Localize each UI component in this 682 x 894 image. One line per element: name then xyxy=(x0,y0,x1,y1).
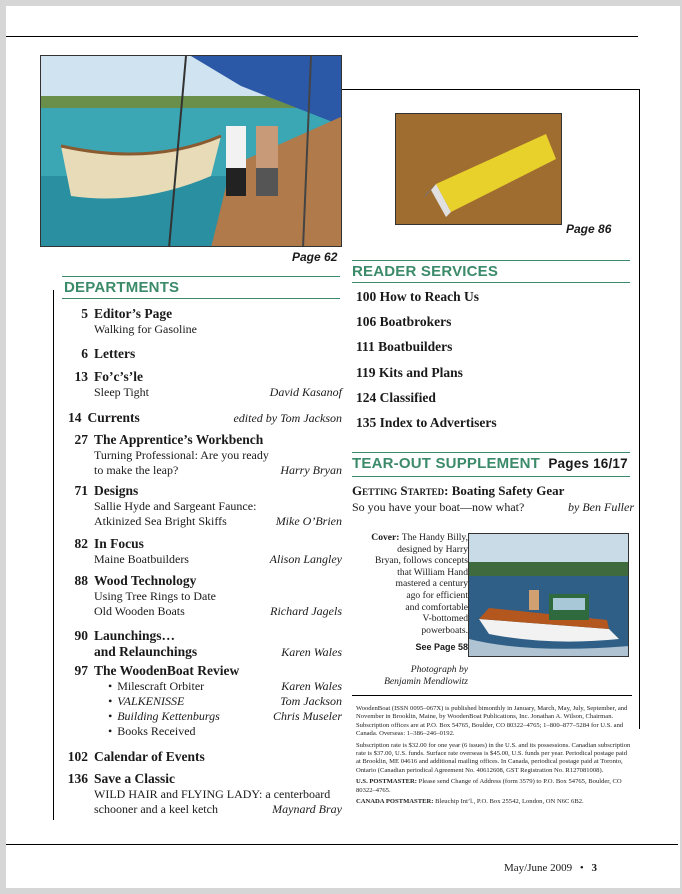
dept-editors-page[interactable] xyxy=(68,306,342,337)
reader-service-kits-and-plans[interactable] xyxy=(356,365,463,381)
top-rule xyxy=(6,36,638,37)
cover-caption xyxy=(342,532,468,687)
rs-title: How to Reach Us xyxy=(379,289,479,304)
dept-currents[interactable] xyxy=(68,409,342,427)
dept-title: The WoodenBoat Review xyxy=(94,663,240,678)
dept-author: Mike O’Brien xyxy=(275,514,342,528)
cover-line: V-bottomed xyxy=(422,613,468,625)
footer-issue: May/June 2009 xyxy=(504,862,573,874)
rs-num: 124 xyxy=(356,390,377,405)
review-item: • Building Kettenburgs xyxy=(108,709,220,724)
dept-title: Launchings… xyxy=(94,628,176,643)
footer-page-number: 3 xyxy=(591,862,597,874)
dept-sub: Atkinized Sea Bright Skiffs xyxy=(94,514,227,528)
rs-num: 100 xyxy=(356,289,377,304)
rs-num: 111 xyxy=(356,339,375,354)
dept-author: Karen Wales xyxy=(281,679,342,693)
footer-dot: • xyxy=(579,862,584,874)
reader-services-rule xyxy=(352,260,630,261)
cover-credit: Benjamin Mendlowitz xyxy=(384,675,468,687)
review-item: • Books Received xyxy=(108,724,196,739)
dept-num: 136 xyxy=(67,771,88,786)
dept-author: edited by Tom Jackson xyxy=(233,411,342,425)
dept-title: In Focus xyxy=(94,536,144,551)
rs-title: Classified xyxy=(379,390,436,405)
dept-author: Harry Bryan xyxy=(280,463,342,477)
supplement-title: Boating Safety Gear xyxy=(451,483,565,498)
dept-title: Wood Technology xyxy=(94,573,197,588)
page-footer xyxy=(504,862,597,874)
rs-title: Kits and Plans xyxy=(378,365,463,380)
reader-services-under-rule xyxy=(352,282,630,283)
photo-sailboat-caption: Page 62 xyxy=(292,250,338,264)
dept-launchings[interactable] xyxy=(68,628,342,660)
dept-sub: Maine Boatbuilders xyxy=(94,552,189,566)
departments-heading: DEPARTMENTS xyxy=(64,279,180,296)
dept-title: Letters xyxy=(94,346,136,361)
bottom-rule xyxy=(6,844,678,845)
dept-title: Currents xyxy=(87,410,140,425)
reader-service-boatbrokers[interactable] xyxy=(356,314,451,330)
right-frame-side-rule xyxy=(639,89,640,729)
rs-num: 135 xyxy=(356,415,377,430)
dept-author: Maynard Bray xyxy=(272,802,342,816)
right-frame-top-rule xyxy=(340,89,640,90)
us-postmaster-label: U.S. POSTMASTER: xyxy=(356,778,418,786)
dept-letters[interactable] xyxy=(68,346,342,362)
cover-line: designed by Harry xyxy=(397,543,468,555)
supplement-author: by Ben Fuller xyxy=(568,500,634,514)
dept-num: 88 xyxy=(74,573,88,588)
dept-in-focus[interactable] xyxy=(68,536,342,567)
reader-service-boatbuilders[interactable] xyxy=(356,339,452,355)
reader-service-how-to-reach-us[interactable] xyxy=(356,289,479,305)
canada-postmaster-label: CANADA POSTMASTER: xyxy=(356,798,434,806)
canada-postmaster-text: Bleuchip Int’l., P.O. Box 25542, London, ON N6C 6B2. xyxy=(435,798,584,806)
cover-line: powerboats. xyxy=(421,624,468,636)
dept-num: 71 xyxy=(74,483,88,498)
cover-credit: Photograph by xyxy=(410,663,468,675)
us-postmaster-text: Please send Change of Address (form 3579) to P.O. Box 54765, Boulder, CO 80322–4765. xyxy=(356,778,622,794)
dept-title: Editor’s Page xyxy=(94,306,173,321)
dept-title-line2: and Relaunchings xyxy=(94,644,198,659)
rs-num: 106 xyxy=(356,314,377,329)
departments-rule xyxy=(62,276,340,277)
supplement-heading-text: TEAR-OUT SUPPLEMENT xyxy=(352,455,540,472)
cover-line: Bryan, follows concepts xyxy=(375,555,468,567)
dept-num: 90 xyxy=(74,628,88,643)
cover-line: and comfortable xyxy=(405,601,468,613)
dept-author: Tom Jackson xyxy=(280,694,342,708)
dept-num: 14 xyxy=(68,410,82,425)
departments-under-rule xyxy=(62,298,340,299)
supplement-under-rule xyxy=(352,476,630,477)
review-item: • Milescraft Orbiter xyxy=(108,679,204,694)
photo-tool xyxy=(395,113,562,225)
rs-title: Boatbuilders xyxy=(378,339,453,354)
dept-title: Fo’c’s’le xyxy=(94,369,143,384)
dept-author: Alison Langley xyxy=(269,552,342,566)
dept-author: Chris Museler xyxy=(273,709,342,723)
dept-num: 13 xyxy=(74,369,88,384)
reader-service-classified[interactable] xyxy=(356,390,436,406)
cover-see-page[interactable]: See Page 58 xyxy=(415,642,468,653)
dept-num: 5 xyxy=(81,306,88,321)
cover-rule xyxy=(352,695,632,696)
supplement-rule xyxy=(352,452,630,453)
dept-author: Richard Jagels xyxy=(270,604,342,618)
dept-sub: Turning Professional: Are you ready xyxy=(94,448,269,462)
dept-num: 27 xyxy=(74,432,88,447)
dept-num: 82 xyxy=(74,536,88,551)
photo-cover-boat xyxy=(468,533,629,657)
rs-num: 119 xyxy=(356,365,376,380)
reader-service-index-to-advertisers[interactable] xyxy=(356,415,497,431)
dept-wood-technology[interactable] xyxy=(68,573,342,619)
dept-save-a-classic[interactable] xyxy=(68,771,342,817)
dept-designs[interactable] xyxy=(68,483,342,529)
cover-line: The Handy Billy, xyxy=(401,532,468,543)
dept-calendar-of-events[interactable] xyxy=(68,749,342,765)
publication-info-p2: Subscription rate is $32.00 for one year (6 issues) in the U.S. and its possessions. Canadian subscription rate is $37.00, U.S. funds. Surface rate overseas is $45.00, U.S. funds per year. Periodical postage paid at Brooklin, ME 04616 and additional mailing offices. In Canada, periodical postage paid at Toronto, Ontario (Canadian periodical Agreement No. 40612608, GST Registration No. R127081008). xyxy=(356,741,631,774)
dept-focsle[interactable] xyxy=(68,369,342,400)
review-item: • VALKENISSE xyxy=(108,694,184,709)
rs-title: Boatbrokers xyxy=(379,314,452,329)
supplement-title-sc: Getting Started: xyxy=(352,483,449,498)
cover-line: mastered a century xyxy=(395,578,468,590)
dept-sub: to make the leap? xyxy=(94,463,179,477)
photo-tool-caption: Page 86 xyxy=(566,222,612,236)
dept-sub: Sleep Tight xyxy=(94,385,150,399)
dept-num: 102 xyxy=(67,749,88,764)
dept-num: 6 xyxy=(81,346,88,361)
supplement-heading xyxy=(352,455,628,472)
magazine-page xyxy=(6,6,680,888)
dept-sub: WILD HAIR and FLYING LADY: a centerboard xyxy=(94,787,331,801)
reader-services-heading: READER SERVICES xyxy=(352,263,499,280)
dept-apprentices-workbench[interactable] xyxy=(68,432,342,478)
supplement-sub: So you have your boat—now what? xyxy=(352,500,525,514)
dept-sub: Walking for Gasoline xyxy=(94,322,198,336)
cover-line: ago for efficient xyxy=(406,589,468,601)
cover-label: Cover: xyxy=(371,532,400,543)
rs-title: Index to Advertisers xyxy=(379,415,497,430)
cover-line: that William Hand xyxy=(397,566,468,578)
publication-info xyxy=(356,705,632,806)
dept-sub: Using Tree Rings to Date xyxy=(94,589,217,603)
dept-title: The Apprentice’s Workbench xyxy=(94,432,264,447)
dept-num: 97 xyxy=(74,663,88,678)
dept-author: David Kasanof xyxy=(269,385,342,399)
departments-left-rule xyxy=(53,290,54,820)
dept-sub: Old Wooden Boats xyxy=(94,604,185,618)
dept-sub: schooner and a keel ketch xyxy=(94,802,218,816)
dept-sub: Sallie Hyde and Sargeant Faunce: xyxy=(94,499,257,513)
dept-woodenboat-review[interactable] xyxy=(68,663,342,739)
publication-info-p1: WoodenBoat (ISSN 0095–067X) is published bimonthly in January, March, May, July, September, and November in Brooklin, Maine, by WoodenBoat Publications, Inc. Jonathan A. Wilson, Chairman. Subscription offices are at P.O. Box 54765, Boulder, CO 80322–4765; 1–800–877–5284 for U.S. and Canada. Overseas: 1–386–246–0192. xyxy=(356,705,628,738)
supplement-pages: Pages 16/17 xyxy=(548,456,628,471)
dept-title: Save a Classic xyxy=(94,771,175,786)
dept-author: Karen Wales xyxy=(281,645,342,659)
photo-sailboat xyxy=(40,55,342,247)
supplement-article[interactable] xyxy=(352,483,634,515)
dept-title: Designs xyxy=(94,483,139,498)
dept-title: Calendar of Events xyxy=(94,749,205,764)
